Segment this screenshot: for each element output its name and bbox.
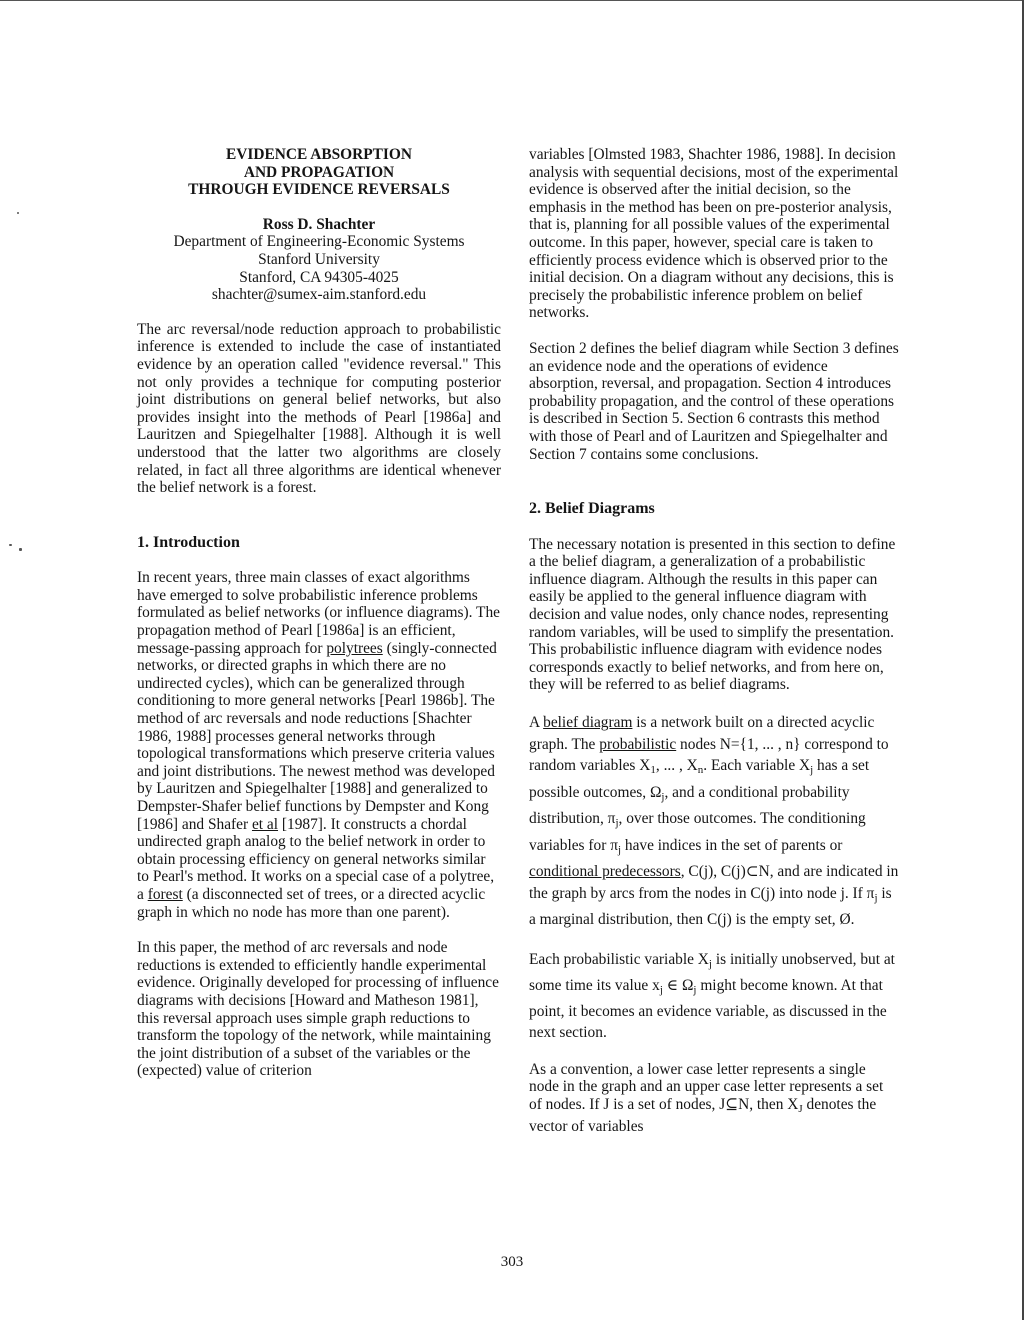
paper-title (137, 146, 501, 199)
term-probabilistic: probabilistic (599, 735, 677, 753)
title-line: AND PROPAGATION (243, 163, 395, 181)
intro-paragraph-1: In recent years, three main classes of exact algorithms have emerged to solve probabilistic inference problems formulated as belief networks (or influence diagrams). The propagation method of Pearl [1986a] is an efficient, message-passing approach for polytrees (singly-connected networks, or directed graphs in which there are no undirected cycles), which can be generalized through conditioning to more general networks [Pearl 1986b]. The method of arc reversals and node reductions [Shachter 1986, 1988] processes general networks through topological transformations which preserve criteria values and joint distributions. The newest method was developed by Lauritzen and Spiegelhalter [1988] and generalized to Dempster-Shafer belief functions by Dempster and Kong [1986] and Shafer et al [1987]. It constructs a chordal undirected graph analog to the belief network in order to obtain processing efficiency on general networks similar to Pearl's method. It works on a special case of a polytree, a forest (a disconnected set of trees, or a directed acyclic graph in which no node has more than one parent). (137, 569, 500, 921)
intro-paragraph-2-continued: variables [Olmsted 1983, Shachter 1986, 1988]. In decision analysis with sequential decisions, most of the experimental evidence is observed after the initial decision, so the emphasis in the method has been on pre-posterior analysis, that is, planning for all possible values of the experimental outcome. In this paper, however, special care is taken to efficiently process evidence which is observed prior to the initial decision. On a diagram without any decisions, this is precisely the probabilistic inference problem on belief networks. (529, 146, 899, 322)
right-column (529, 146, 899, 1136)
term-conditional-predecessors: conditional predecessors (529, 863, 681, 881)
intro-paragraph-3: Section 2 defines the belief diagram while Section 3 defines an evidence node and the operations of evidence absorption, reversal, and propagation. Section 4 introduces probability propagation, and the control of these operations is described in Section 5. Section 6 contrasts this method with those of Pearl and of Lauritzen and Spiegelhalter and Section 7 contains some conclusions. (529, 339, 899, 463)
author-department: Department of Engineering-Economic Systems (173, 233, 465, 251)
author-name: Ross D. Shachter (262, 215, 376, 233)
page-border-top (0, 0, 1022, 1)
belief-paragraph-3: Each probabilistic variable $X_j$ is initially unobserved, but at some time its value $x_j$ ∈ $\Omega_j$ might become known. At that point, it becomes an evidence variable, as discussed in the next section. (529, 950, 895, 1041)
belief-paragraph-2: A belief diagram is a network built on a directed acyclic graph. The probabilistic nodes N={1, ... , n} correspond to random variables $X_1$, ... , $X_n$. Each variable $X_j$ has a set possible outcomes, $\Omega_j$, and a conditional probability distribution, $\pi_j$, over those outcomes. The conditioning variables for $\pi_j$ have indices in the set of parents or conditional predecessors, C(j), C(j)⊂N, and are indicated in the graph by arcs from the nodes in C(j) into node j. If $\pi_j$ is a marginal distribution, then C(j) is the empty set, Ø. (529, 714, 899, 929)
author-university: Stanford University (258, 250, 380, 268)
section-2-heading: 2. Belief Diagrams (529, 500, 655, 518)
term-et-al: et al (251, 815, 279, 833)
term-polytrees: polytrees (326, 639, 383, 657)
left-column (137, 146, 501, 1080)
author-block (137, 216, 501, 304)
title-line: EVIDENCE ABSORPTION (225, 146, 412, 163)
author-address: Stanford, CA 94305-4025 (239, 268, 399, 286)
belief-paragraph-1: The necessary notation is presented in this section to define a the belief diagram, a generalization of a probabilistic influence diagram. Although the results in this paper can easily be applied to the general influence diagram with decision and value nodes, only chance nodes, representing random variables, will be used to simplify the presentation. This probabilistic influence diagram with evidence nodes corresponds exactly to belief networks, and from here on, they will be referred to as belief diagrams. (529, 535, 896, 694)
page-number: 303 (500, 1254, 524, 1270)
term-belief-diagram: belief diagram (543, 714, 633, 732)
belief-paragraph-4: As a convention, a lower case letter represents a single node in the graph and an upper case letter represents a set of nodes. If J is a set of nodes, J⊆N, then $X_J$ denotes the vector of variables (529, 1060, 884, 1136)
title-line: THROUGH EVIDENCE REVERSALS (188, 181, 450, 199)
section-1-heading: 1. Introduction (137, 533, 240, 551)
intro-paragraph-2: In this paper, the method of arc reversals and node reductions is extended to efficiently handle experimental evidence. Originally developed for processing of influence diagrams with decisions [Howard and Matheson 1981], this reversal approach uses simple graph reductions to transform the topology of the network, while maintaining the joint distribution of a subset of the variables or the (expected) value of criterion (137, 939, 499, 1080)
scan-mark (19, 548, 22, 551)
scan-mark (17, 212, 19, 214)
term-forest: forest (147, 885, 183, 903)
abstract: The arc reversal/node reduction approach to probabilistic inference is extended to include the case of instantiated evidence by an operation called "evidence reversal." This not only provides a technique for computing posterior joint distributions on general belief networks, but also provides insight into the methods of Pearl [1986a] and Lauritzen and Spiegelhalter [1988]. Although it is well understood that the latter two algorithms are closely related, in fact all three algorithms are identical whenever the belief network is a forest. (137, 320, 501, 497)
author-email: shachter@sumex-aim.stanford.edu (211, 286, 427, 304)
scan-mark (9, 544, 12, 546)
